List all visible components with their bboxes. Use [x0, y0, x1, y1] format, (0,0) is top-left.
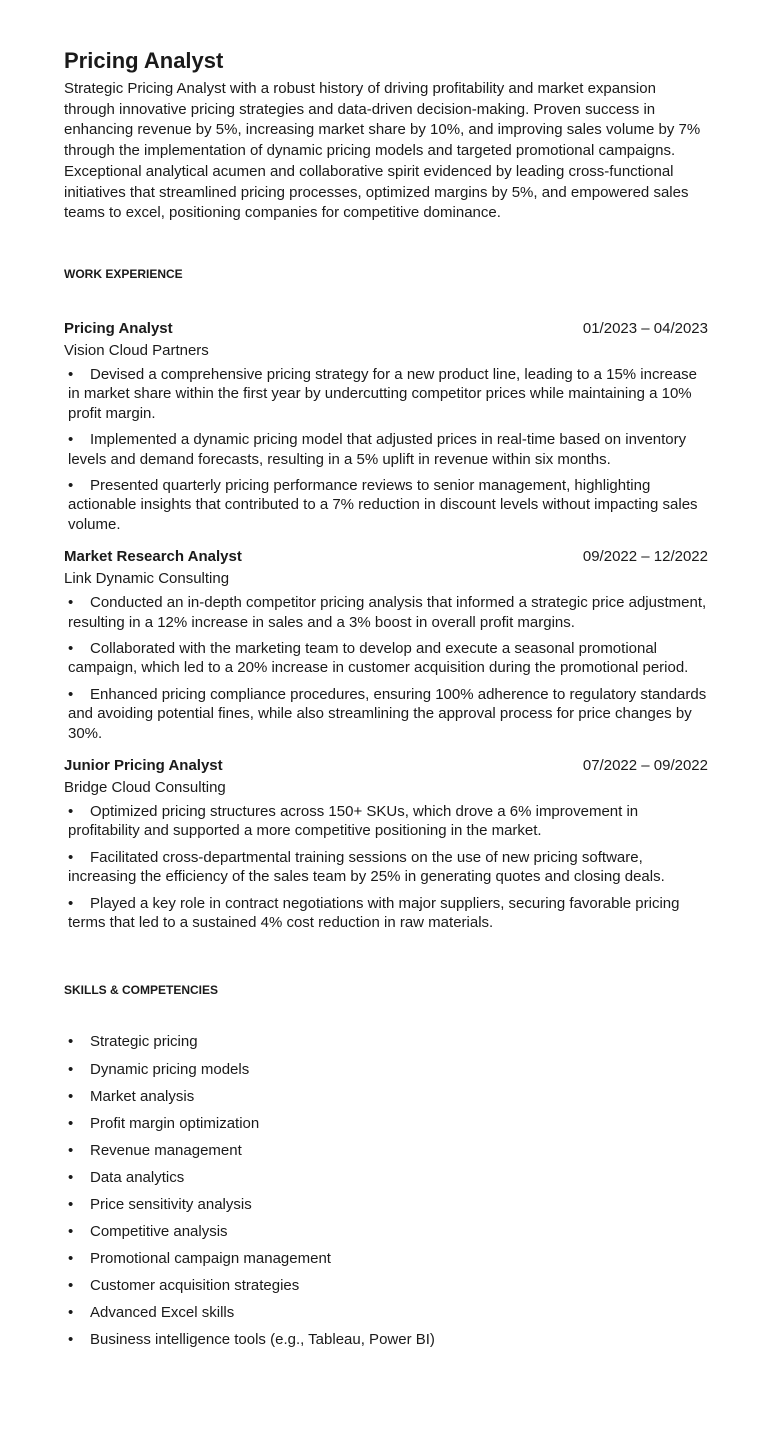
- skill-text: Market analysis: [90, 1087, 195, 1105]
- bullet-dot-icon: •: [68, 894, 74, 912]
- job-dates: 01/2023 – 04/2023: [582, 319, 708, 337]
- job-title: Junior Pricing Analyst: [64, 757, 223, 775]
- skill-item: [68, 1249, 708, 1269]
- skills-heading: SKILLS & COMPETENCIES: [64, 983, 219, 998]
- skill-item: [68, 1303, 708, 1323]
- job-header: [64, 756, 708, 776]
- job-bullet-text: Enhanced pricing compliance procedures, ensuring 100% adherence to regulatory standards and avoiding potential fines, while also streamlining the approval process for price changes by 30%.: [68, 685, 707, 742]
- bullet-dot-icon: •: [68, 639, 74, 657]
- skill-item: [68, 1276, 708, 1296]
- job-entry: [64, 756, 708, 932]
- job-bullet-text: Conducted an in-depth competitor pricing analysis that informed a strategic price adjustment, resulting in a 12% increase in sales and a 3% boost in overall profit margins.: [68, 594, 707, 631]
- job-bullet-text: Optimized pricing structures across 150+ SKUs, which drove a 6% improvement in profitability and supported a more competitive positioning in the market.: [68, 803, 639, 840]
- bullet-dot-icon: •: [68, 1141, 74, 1159]
- bullet-dot-icon: •: [68, 848, 74, 866]
- job-company: Bridge Cloud Consulting: [64, 779, 226, 797]
- bullet-dot-icon: •: [68, 594, 74, 612]
- skill-item: [68, 1168, 708, 1188]
- job-bullet-text: Played a key role in contract negotiations with major suppliers, securing favorable pricing terms that led to a sustained 4% cost reduction in raw materials.: [68, 894, 680, 932]
- skill-item: [68, 1222, 708, 1242]
- skill-item: [68, 1032, 708, 1052]
- skill-text: Data analytics: [90, 1168, 185, 1186]
- job-bullets: [64, 802, 712, 932]
- job-bullet: [68, 430, 712, 469]
- skill-text: Profit margin optimization: [90, 1114, 260, 1132]
- job-bullet-text: Devised a comprehensive pricing strategy for a new product line, leading to a 15% increase in market share within the first year by undercutting competitor prices while maintaining a 10% profit margin.: [68, 365, 698, 422]
- bullet-dot-icon: •: [68, 803, 74, 821]
- job-company: Vision Cloud Partners: [64, 341, 209, 359]
- job-bullets: [64, 593, 712, 743]
- job-bullets: [64, 365, 712, 534]
- skill-text: Price sensitivity analysis: [90, 1196, 252, 1214]
- job-bullet: [68, 365, 712, 423]
- bullet-dot-icon: •: [68, 1250, 74, 1268]
- skill-text: Strategic pricing: [90, 1033, 198, 1051]
- bullet-dot-icon: •: [68, 1033, 74, 1051]
- bullet-dot-icon: •: [68, 1196, 74, 1214]
- skill-text: Revenue management: [90, 1141, 242, 1159]
- job-bullet-text: Facilitated cross-departmental training sessions on the use of new pricing software, increasing the efficiency of the sales team by 25% in generating quotes and closing deals.: [68, 848, 665, 886]
- bullet-dot-icon: •: [68, 1060, 74, 1078]
- job-bullet: [68, 593, 712, 632]
- skill-item: [68, 1195, 708, 1215]
- skills-list: [64, 1032, 708, 1350]
- job-header: [64, 319, 708, 339]
- bullet-dot-icon: •: [68, 685, 74, 703]
- job-entry: [64, 547, 708, 743]
- job-title: Pricing Analyst: [64, 319, 173, 337]
- bullet-dot-icon: •: [68, 476, 74, 494]
- skill-item: [68, 1114, 708, 1134]
- skill-item: [68, 1141, 708, 1161]
- job-bullet-text: Collaborated with the marketing team to develop and execute a seasonal promotional campaign, which led to a 20% increase in customer acquisition during the promotional period.: [68, 639, 689, 677]
- skill-text: Business intelligence tools (e.g., Tableau, Power BI): [90, 1331, 435, 1349]
- bullet-dot-icon: •: [68, 1304, 74, 1322]
- resume-title: Pricing Analyst: [64, 48, 224, 73]
- professional-summary: Strategic Pricing Analyst with a robust history of driving profitability and market expansion through innovative pricing strategies and data-driven decision-making. Proven success in enhancing revenue by 5%, increasing market share by 10%, and improving sales volume by 7% through the implementation of dynamic pricing models and targeted promotional campaigns. Exceptional analytical acumen and collaborative spirit evidenced by leading cross-functional initiatives that streamlined pricing processes, optimized margins by 5%, and empowered sales teams to excel, positioning companies for competitive dominance.: [64, 80, 701, 222]
- bullet-dot-icon: •: [68, 1168, 74, 1186]
- job-bullet: [68, 894, 712, 933]
- job-bullet: [68, 476, 712, 534]
- job-dates: 07/2022 – 09/2022: [582, 757, 708, 775]
- skill-item: [68, 1087, 708, 1107]
- job-bullet-text: Presented quarterly pricing performance reviews to senior management, highlighting actionable insights that contributed to a 7% reduction in discount levels without impacting sales volume.: [68, 476, 698, 533]
- job-title: Market Research Analyst: [64, 548, 242, 566]
- job-header: [64, 547, 708, 567]
- bullet-dot-icon: •: [68, 1277, 74, 1295]
- bullet-dot-icon: •: [68, 1223, 74, 1241]
- skill-text: Customer acquisition strategies: [90, 1277, 300, 1295]
- bullet-dot-icon: •: [68, 1331, 74, 1349]
- skill-text: Promotional campaign management: [90, 1250, 331, 1268]
- job-bullet: [68, 848, 712, 887]
- skill-item: [68, 1330, 708, 1350]
- skill-text: Competitive analysis: [90, 1223, 228, 1241]
- skill-text: Advanced Excel skills: [90, 1304, 235, 1322]
- skill-item: [68, 1060, 708, 1080]
- work-experience-list: [64, 319, 708, 933]
- job-entry: [64, 319, 708, 534]
- bullet-dot-icon: •: [68, 1087, 74, 1105]
- bullet-dot-icon: •: [68, 365, 74, 383]
- job-bullet: [68, 685, 712, 743]
- bullet-dot-icon: •: [68, 1114, 74, 1132]
- job-dates: 09/2022 – 12/2022: [582, 548, 708, 566]
- job-bullet-text: Implemented a dynamic pricing model that adjusted prices in real-time based on inventory levels and demand forecasts, resulting in a 5% uplift in revenue within six months.: [68, 431, 687, 468]
- job-company: Link Dynamic Consulting: [64, 570, 230, 588]
- job-bullet: [68, 639, 712, 678]
- bullet-dot-icon: •: [68, 431, 74, 449]
- skill-text: Dynamic pricing models: [90, 1060, 250, 1078]
- work-experience-heading: WORK EXPERIENCE: [64, 266, 183, 281]
- job-bullet: [68, 802, 712, 841]
